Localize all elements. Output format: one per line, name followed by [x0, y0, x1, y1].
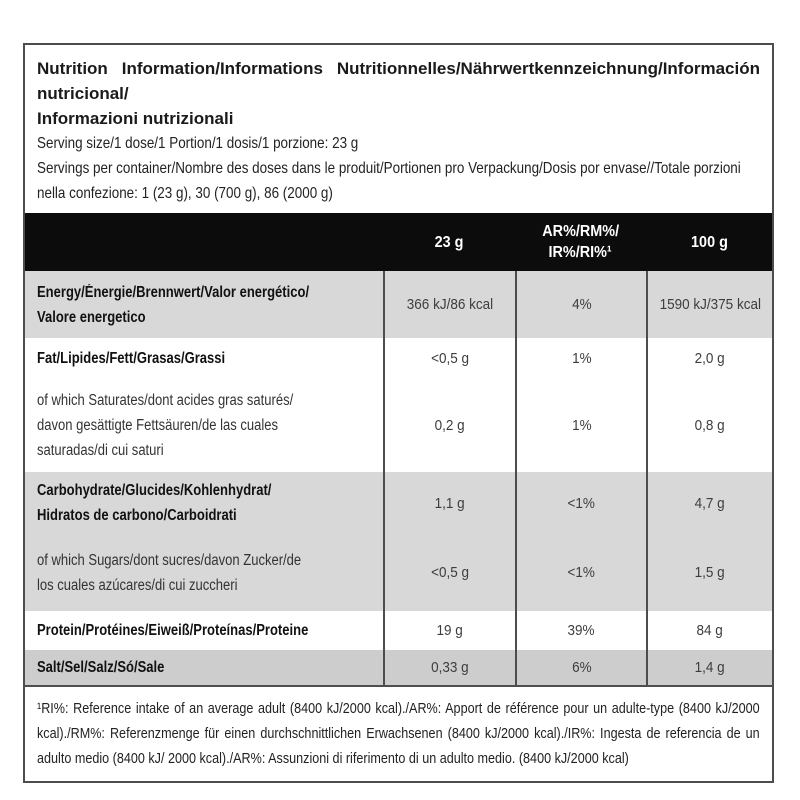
column-header-nutrient — [25, 213, 383, 271]
value-per-100g: 1,4 g — [646, 650, 772, 685]
column-header-per-serving: 23 g — [434, 233, 464, 251]
value-per-serving: 0,2 g — [383, 379, 515, 472]
value-reference-pct: 4% — [515, 271, 646, 338]
table-row-protein — [25, 611, 772, 650]
reference-intake-footnote: ¹RI%: Reference intake of an average adult (8400 kJ/​2000 kcal)./​AR%: Apport de référence pour un adulte-type (8400 kJ/​2000 kcal)./​RM%: Referenzmenge für einen durchschnittlichen Erwachsenen (8400 kJ/​2000 kcal)./​IR%: Ingesta de referencia de un adulto medio (8400 kJ/​ 2000 kcal)./​AR%: Assunzioni di riferimento di un adulto medio. (8400 kJ/​2000 kcal) — [37, 700, 760, 767]
label-intro — [25, 45, 772, 213]
table-row-energy — [25, 271, 772, 338]
row-label: Protein/​Protéines/​Eiweiß/​Proteínas/​Proteine — [37, 622, 309, 639]
row-label: Fat/​Lipides/​Fett/​Grasas/​Grassi — [37, 350, 226, 367]
value-reference-pct: <1% — [515, 472, 646, 534]
column-header-reference-intake: AR%/​RM%/​ IR%/​RI%¹ — [542, 223, 619, 261]
table-row-fat — [25, 338, 772, 379]
nutrition-label — [23, 43, 774, 783]
value-per-serving: 19 g — [383, 611, 515, 650]
table-header-row — [25, 213, 772, 271]
value-per-100g: 84 g — [646, 611, 772, 650]
table-row-salt — [25, 650, 772, 685]
value-reference-pct: 1% — [515, 338, 646, 379]
table-row-sugars — [25, 534, 772, 611]
value-per-serving: <0,5 g — [383, 534, 515, 611]
table-row-saturates — [25, 379, 772, 472]
value-per-serving: <0,5 g — [383, 338, 515, 379]
label-title-line1: Nutrition Information/​Informations Nutritionnelles/​Nährwertkennzeichnung/​Información nutricional/​ — [37, 59, 760, 103]
row-label: Energy/​Énergie/​Brennwert/​Valor energético/​Valore energetico — [37, 283, 310, 326]
value-reference-pct: <1% — [515, 534, 646, 611]
serving-size-text: Serving size/​1 dose/​1 Portion/​1 dosis/​1 porzione: 23 g — [37, 135, 359, 152]
value-reference-pct: 39% — [515, 611, 646, 650]
row-label: of which Saturates/​dont acides gras saturés/​davon gesättigte Fettsäuren/​de las cuales saturadas/​di cui saturi — [37, 392, 294, 459]
row-label: Salt/​Sel/​Salz/​Só/​Sale — [37, 659, 165, 676]
value-per-100g: 4,7 g — [646, 472, 772, 534]
value-per-100g: 1590 kJ/​375 kcal — [646, 271, 772, 338]
value-reference-pct: 1% — [515, 379, 646, 472]
row-label: of which Sugars/​dont sucres/​davon Zucker/​de los cuales azúcares/​di cui zuccheri — [37, 551, 302, 594]
value-per-serving: 0,33 g — [383, 650, 515, 685]
value-reference-pct: 6% — [515, 650, 646, 685]
servings-per-container-text: Servings per container/​Nombre des doses dans le produit/​Portionen pro Verpackung/​Dosis por envase/​/​Totale porzioni nella confezione: 1 (23 g), 30 (700 g), 86 (2000 g) — [37, 160, 741, 202]
value-per-100g: 0,8 g — [646, 379, 772, 472]
label-title-line2: Informazioni nutrizionali — [37, 109, 234, 128]
nutrition-table-body — [25, 271, 772, 687]
value-per-serving: 1,1 g — [383, 472, 515, 534]
column-header-per-100g: 100 g — [690, 233, 728, 251]
value-per-serving: 366 kJ/​86 kcal — [383, 271, 515, 338]
value-per-100g: 1,5 g — [646, 534, 772, 611]
value-per-100g: 2,0 g — [646, 338, 772, 379]
row-label: Carbohydrate/​Glucides/​Kohlenhydrat/​Hidratos de carbono/​Carboidrati — [37, 482, 272, 524]
table-row-carbohydrate — [25, 472, 772, 534]
